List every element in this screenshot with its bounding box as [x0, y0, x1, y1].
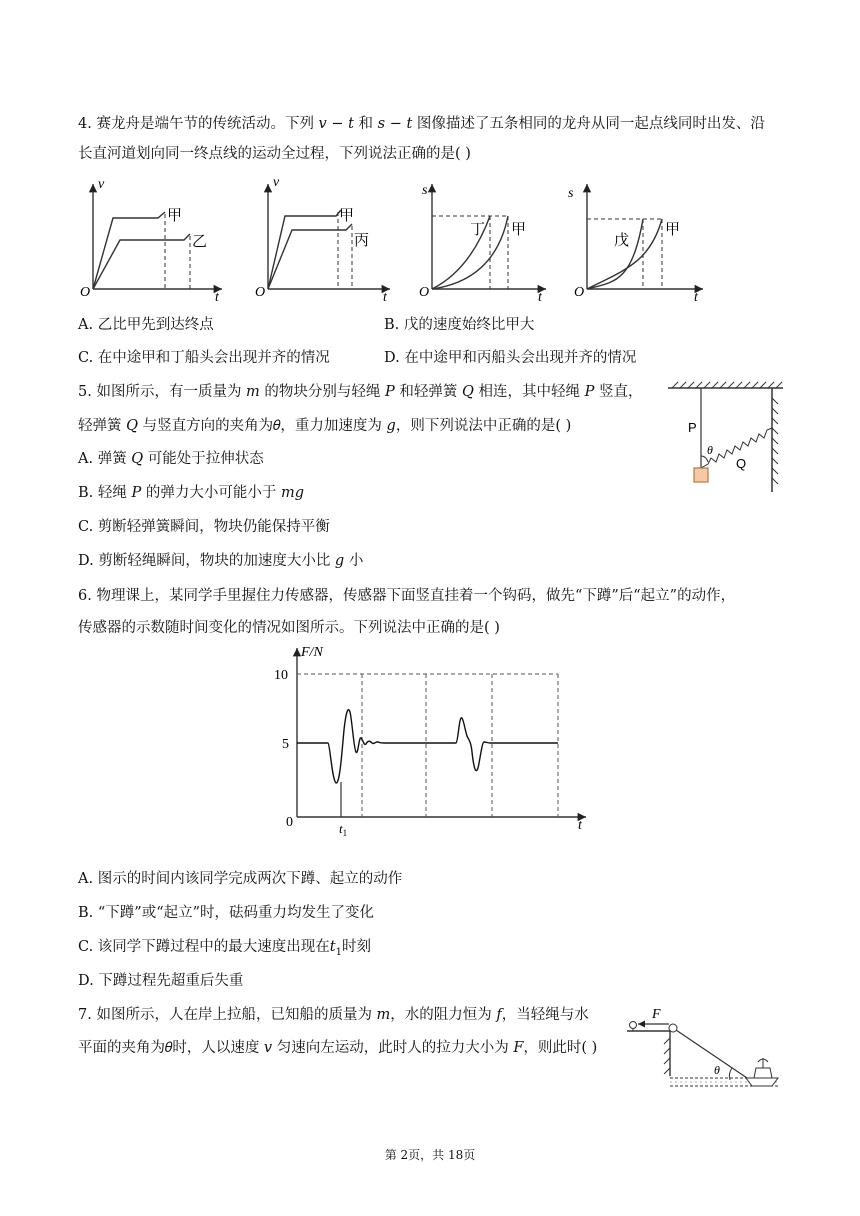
q5-figure	[668, 380, 788, 498]
graph3-label-ding: 丁	[470, 221, 486, 238]
q6-option-c-sub: 1	[335, 946, 342, 958]
q4-text-line1: 4. 赛龙舟是端午节的传统活动。下列 𝑣 − 𝑡 和 𝑠 − 𝑡 图像描述了五条相同的龙舟从同一起点线同时出发、沿	[78, 116, 765, 132]
q4-option-b: B. 戊的速度始终比甲大	[384, 317, 535, 333]
q6-ylabel: F/N	[301, 645, 323, 660]
q6-option-c-text: C. 该同学下蹲过程中的最大速度出现在	[78, 939, 330, 955]
q5-label-theta: θ	[707, 443, 713, 457]
page-footer: 第 2页，共 18页	[384, 1148, 476, 1162]
graph1-label-yi: 乙	[192, 233, 208, 250]
q7-text-line1: 7. 如图所示，人在岸上拉船，已知船的质量为 𝑚，水的阻力恒为 𝑓，当轻绳与水	[78, 1007, 589, 1023]
q4-text-line2: 长直河道划向同一终点线的运动全过程，下列说法正确的是( )	[78, 146, 471, 162]
graph3-label-jia: 甲	[511, 221, 527, 238]
q6-option-d: D. 下蹲过程先超重后失重	[78, 973, 244, 989]
q6-text-line1: 6. 物理课上，某同学手里握住力传感器，传感器下面竖直挂着一个钩码，做先“下蹲”后“起立”的动作，	[78, 588, 736, 604]
graph2-t-label: t	[383, 290, 387, 305]
graph4-s-label: s	[568, 186, 574, 201]
q4-option-d: D. 在中途甲和丙船头会出现并齐的情况	[384, 350, 637, 366]
graph1-t-label: t	[215, 290, 219, 305]
graph1-label-jia: 甲	[167, 207, 183, 224]
q4-option-a: A. 乙比甲先到达终点	[78, 317, 214, 333]
st-graph-4	[587, 184, 703, 289]
q4-option-c: C. 在中途甲和丁船头会出现并齐的情况	[78, 350, 330, 366]
q5-text-line1: 5. 如图所示，有一质量为 𝑚 的物块分别与轻绳 𝑃 和轻弹簧 𝑄 相连，其中轻绳 𝑃 竖直，	[78, 384, 643, 400]
q6-chart	[260, 640, 600, 840]
q6-option-c	[78, 937, 371, 963]
q5-text-line2: 轻弹簧 𝑄 与竖直方向的夹角为𝜃，重力加速度为 𝑔，则下列说法中正确的是( )	[78, 418, 572, 434]
q5-option-d: D. 剪断轻绳瞬间，物块的加速度大小比 𝑔 小	[78, 553, 364, 569]
q6-tick-10: 10	[274, 668, 288, 683]
q5-option-a: A. 弹簧 𝑄 可能处于拉伸状态	[78, 451, 264, 467]
q7-text-line2: 平面的夹角为𝜃时，人以速度 𝑣 匀速向左运动，此时人的拉力大小为 𝐹，则此时( )	[78, 1040, 598, 1056]
q7-label-f: F	[652, 1007, 661, 1022]
graph3-origin: O	[419, 285, 430, 300]
q5-option-b: B. 轻绳 𝑃 的弹力大小可能小于 𝑚𝑔	[78, 485, 304, 501]
q6-tick-5: 5	[282, 737, 289, 752]
graph2-v-label: v	[273, 175, 280, 190]
graph2-origin: O	[255, 285, 266, 300]
q6-xlabel: t	[578, 818, 582, 833]
q6-t1-label: $t_1$	[339, 821, 348, 838]
force-curve	[297, 710, 558, 783]
graph4-t-label: t	[694, 290, 698, 305]
graph2-label-bing: 丙	[354, 232, 370, 249]
graph4-origin: O	[574, 285, 585, 300]
q5-label-q: Q	[736, 456, 747, 471]
q6-option-b: B. “下蹲”或“起立”时，砝码重力均发生了变化	[78, 905, 375, 921]
graph3-t-label: t	[538, 290, 542, 305]
graph2-label-jia: 甲	[339, 207, 355, 224]
graph4-label-wu: 戊	[614, 232, 630, 249]
q5-option-c: C. 剪断轻弹簧瞬间，物块仍能保持平衡	[78, 519, 330, 535]
q7-figure	[622, 998, 782, 1098]
q5-label-p: P	[688, 420, 697, 435]
q6-option-c-t: 𝑡	[329, 939, 336, 955]
graph4-label-jia: 甲	[665, 221, 681, 238]
q7-label-theta: θ	[714, 1063, 720, 1077]
graph1-v-label: v	[98, 177, 105, 192]
graph3-s-label: s	[422, 183, 428, 198]
graph1-origin: O	[80, 285, 91, 300]
st-graph-3	[432, 184, 546, 289]
vt-graph-2	[268, 184, 390, 289]
q4-graphs	[0, 172, 860, 312]
q6-option-a: A. 图示的时间内该同学完成两次下蹲、起立的动作	[78, 871, 403, 887]
q6-text-line2: 传感器的示数随时间变化的情况如图所示。下列说法中正确的是( )	[78, 620, 500, 636]
q6-option-c-post: 时刻	[342, 939, 371, 955]
q6-tick-0: 0	[286, 815, 293, 830]
